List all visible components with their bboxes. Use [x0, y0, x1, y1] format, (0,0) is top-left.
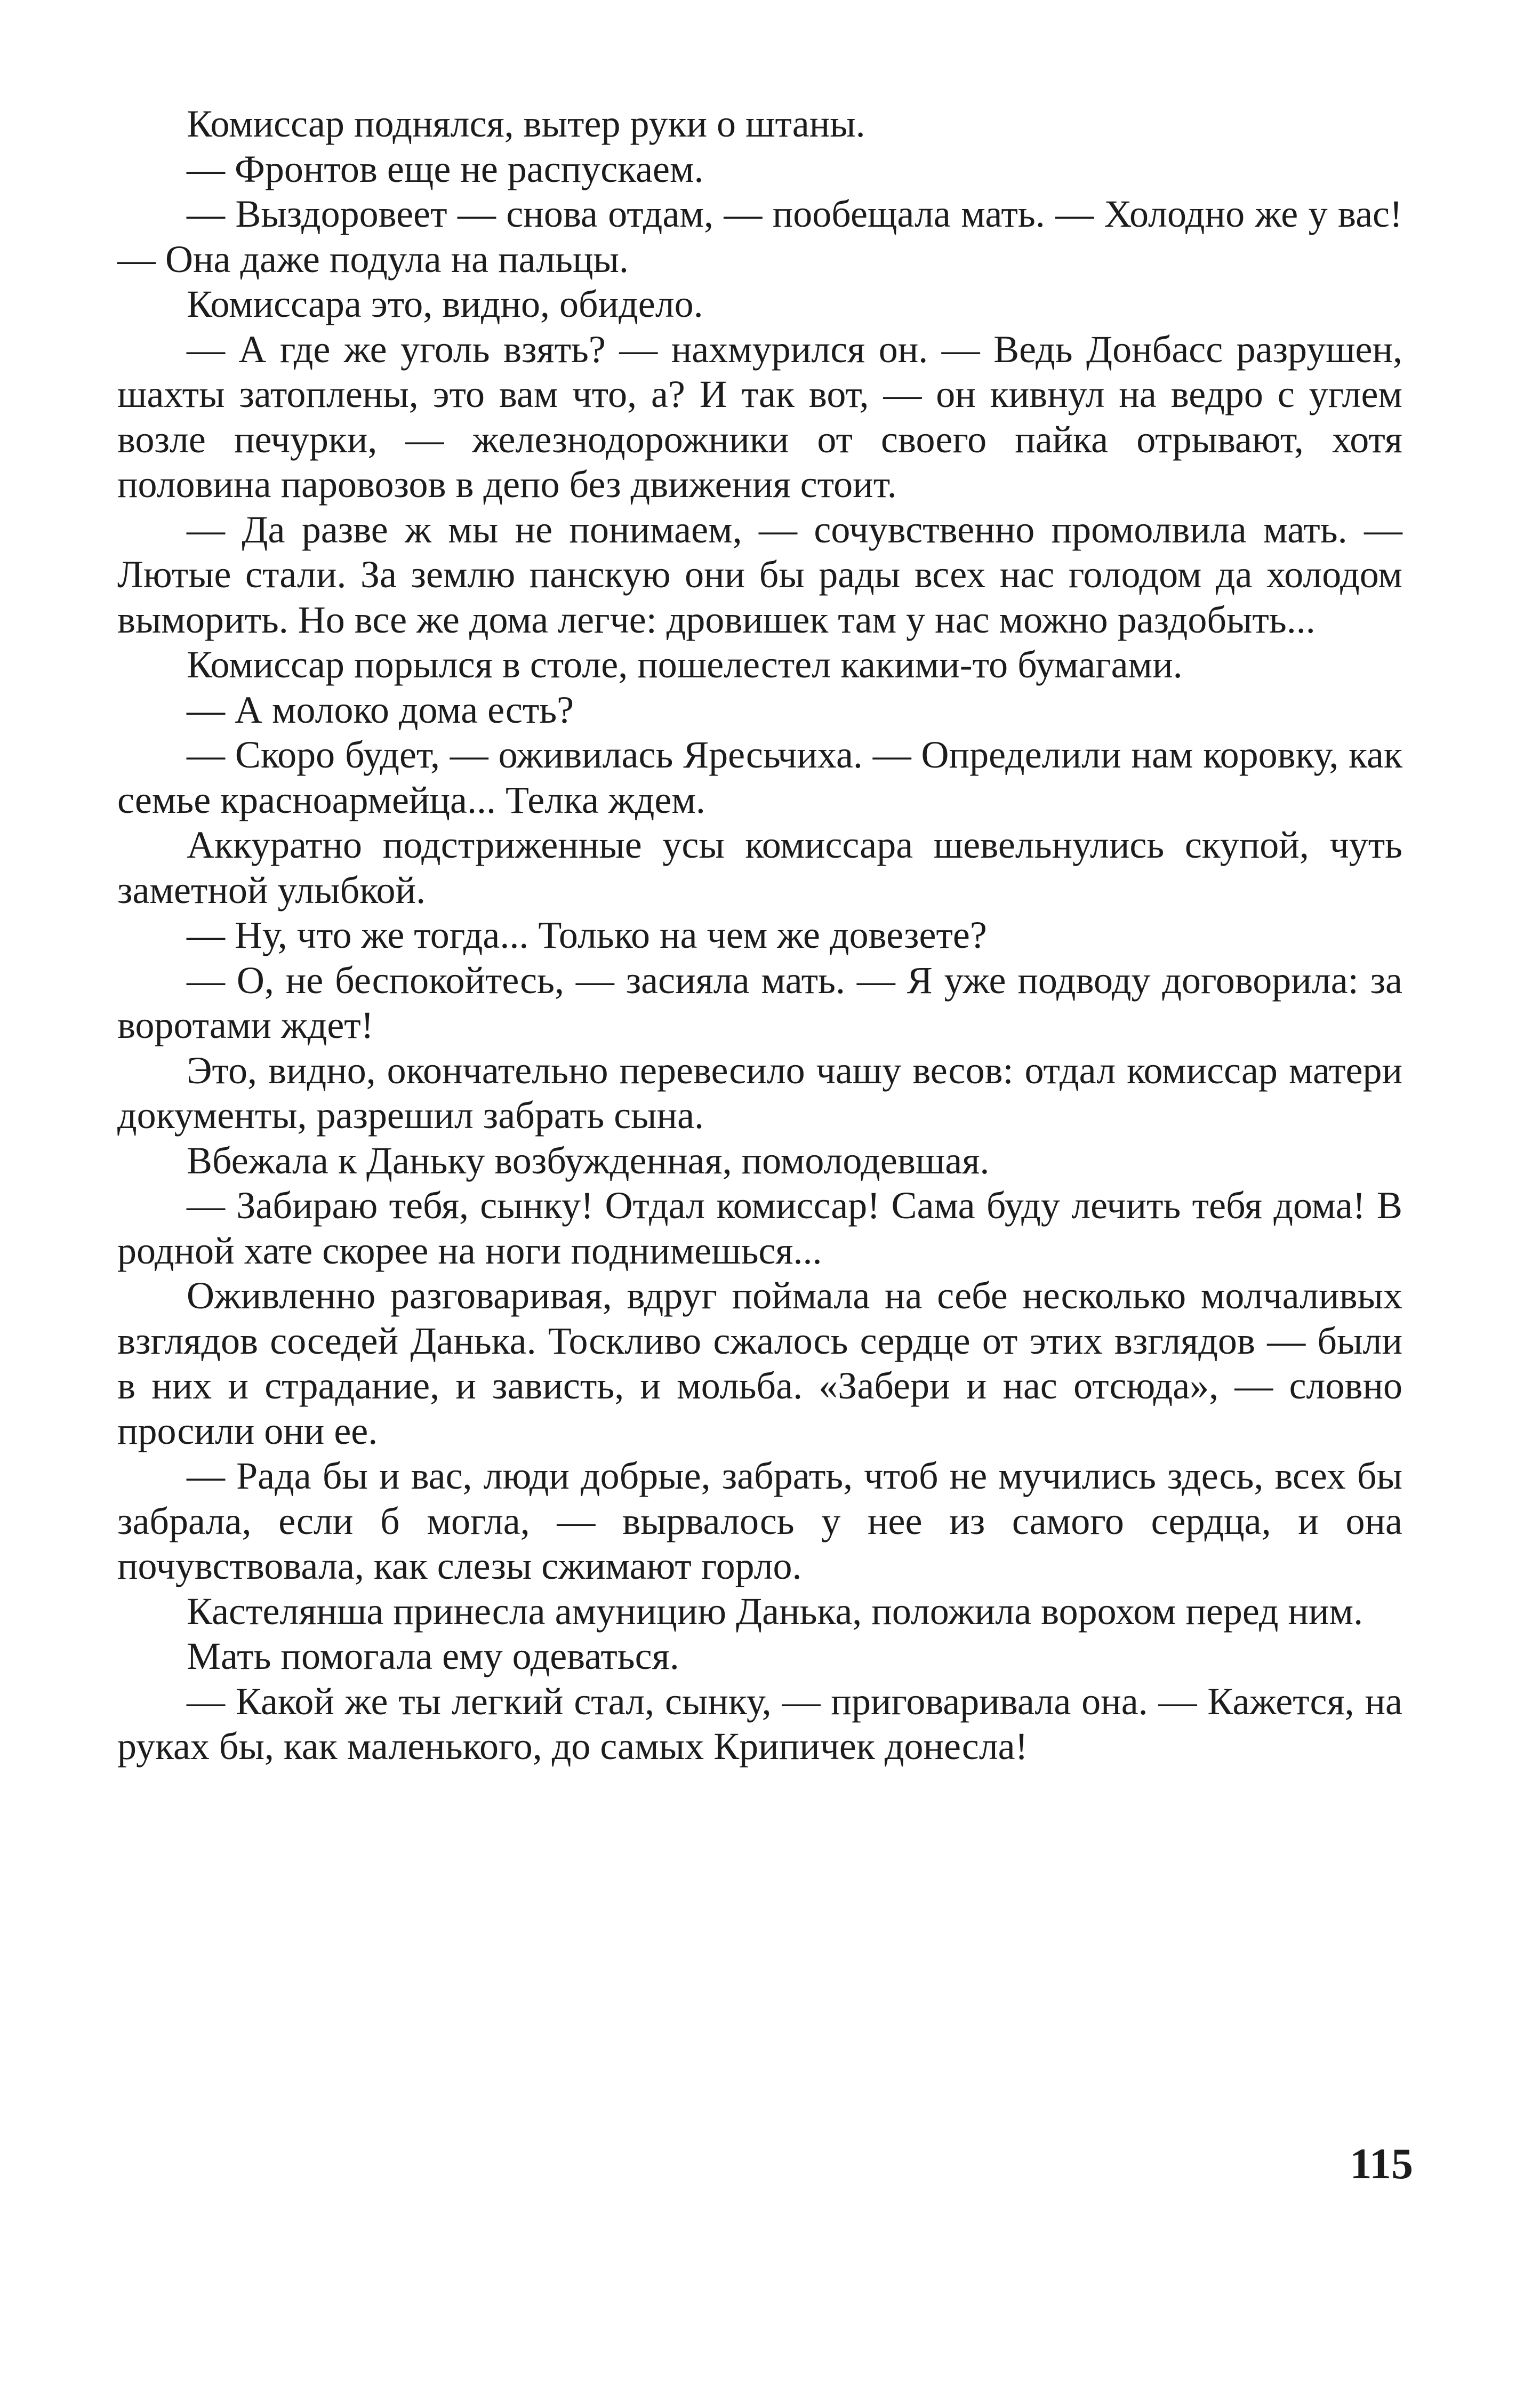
paragraph: — Выздоровеет — снова отдам, — пообещала мать. — Холодно же у вас! — Она даже подула на пальцы. [117, 193, 1402, 281]
paragraph: — Скоро будет, — оживилась Яресьчиха. — Определили нам коровку, как семье красноармейца... Телка ждем. [117, 733, 1402, 821]
page-text [117, 101, 1402, 1769]
paragraph: Вбежала к Даньку возбужденная, помолодевшая. [187, 1139, 990, 1182]
page-number: 115 [1350, 2139, 1413, 2188]
paragraph: — А молоко дома есть? [187, 688, 574, 731]
paragraph: Комиссара это, видно, обидело. [187, 283, 703, 325]
paragraph: — Фронтов еще не распускаем. [187, 147, 704, 190]
paragraph: Мать помогала ему одеваться. [187, 1635, 679, 1677]
paragraph: — Да разве ж мы не понимаем, — сочувственно промолвила мать. — Лютые стали. За землю панскую они бы рады всех нас голодом да холодом выморить. Но все же дома легче: дровишек там у нас можно раздобыть... [117, 508, 1402, 641]
paragraph: — О, не беспокойтесь, — засияла мать. — Я уже подводу договорила: за воротами ждет! [117, 958, 1402, 1046]
paragraph: — А где же уголь взять? — нахмурился он. — Ведь Донбасс разрушен, шахты затоплены, это вам что, а? И так вот, — он кивнул на ведро с углем возле печурки, — железнодорожники от своего пайка отрывают, хотя половина паровозов в депо без движения стоит. [117, 327, 1402, 506]
paragraph: — Какой же ты легкий стал, сынку, — приговаривала она. — Кажется, на руках бы, как маленького, до самых Крипичек донесла! [117, 1680, 1402, 1768]
paragraph: — Рада бы и вас, люди добрые, забрать, чтоб не мучились здесь, всех бы забрала, если б могла, — вырвалось у нее из самого сердца, и она почувствовала, как слезы сжимают горло. [117, 1454, 1402, 1587]
paragraph: — Забираю тебя, сынку! Отдал комиссар! Сама буду лечить тебя дома! В родной хате скорее на ноги поднимешься... [117, 1184, 1402, 1272]
paragraph: Оживленно разговаривая, вдруг поймала на себе несколько молчаливых взглядов соседей Данька. Тоскливо сжалось сердце от этих взглядов — были в них и страдание, и зависть, и мольба. «Забери и нас отсюда», — словно просили они ее. [117, 1274, 1402, 1452]
paragraph: Комиссар порылся в столе, пошелестел какими-то бумагами. [187, 643, 1183, 686]
paragraph: — Ну, что же тогда... Только на чем же довезете? [187, 914, 987, 956]
paragraph: Это, видно, окончательно перевесило чашу весов: отдал комиссар матери документы, разрешил забрать сына. [117, 1049, 1402, 1137]
paragraph: Комиссар поднялся, вытер руки о штаны. [187, 102, 865, 145]
paragraph: Аккуратно подстриженные усы комиссара шевельнулись скупой, чуть заметной улыбкой. [117, 824, 1402, 912]
paragraph: Кастелянша принесла амуницию Данька, положила ворохом перед ним. [187, 1589, 1363, 1633]
